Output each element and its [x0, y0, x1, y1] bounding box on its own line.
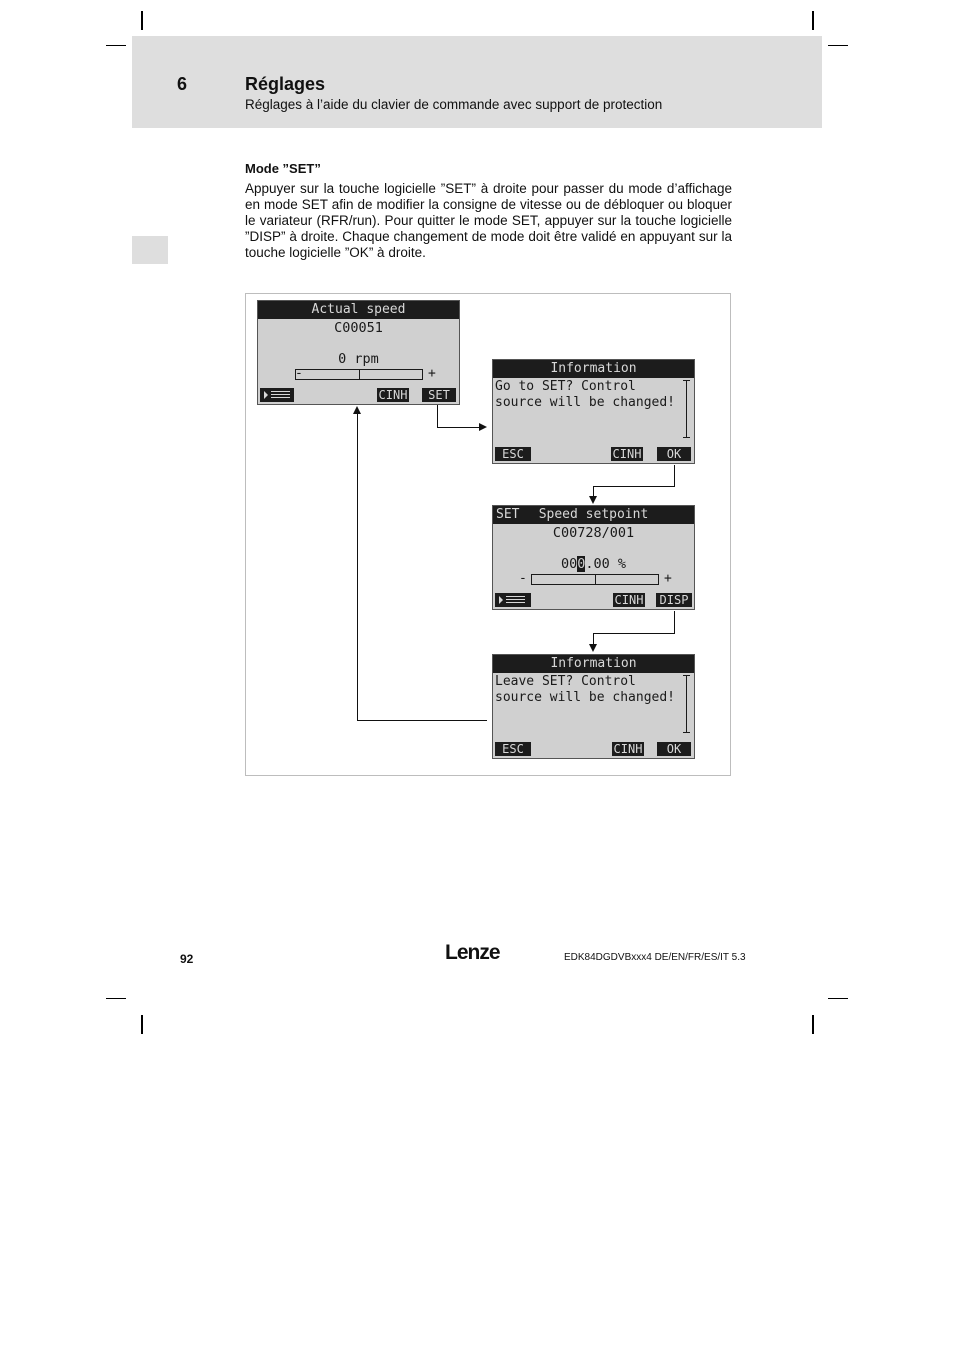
arrow-right-icon — [479, 423, 487, 431]
softkey-menu[interactable] — [495, 593, 531, 607]
brand-logo: Lenze — [445, 941, 500, 964]
section-body: Appuyer sur la touche logicielle ”SET” à droite pour passer du mode d’affichage en mode SET afin de modifier la consigne de vitesse ou de débloquer ou bloquer le variateur (RFR/run). Pour quitter le mode SET, appuyer sur la touche logicielle ”DISP” à droite. Chaque changement de mode doit être validé en appuyant sur la touche logicielle ”OK” à droite. — [245, 181, 732, 260]
setpoint-bar — [531, 574, 659, 585]
softkey-esc[interactable]: ESC — [495, 742, 531, 756]
crop-mark — [828, 45, 848, 46]
message-line-2: source will be changed! — [495, 395, 676, 410]
message-line-1: Go to SET? Control — [495, 379, 636, 394]
softkey-cinh[interactable]: CINH — [612, 447, 642, 461]
arrow-down-icon — [589, 496, 597, 504]
crop-mark — [106, 998, 126, 999]
document-code: EDK84DGDVBxxx4 DE/EN/FR/ES/IT 5.3 — [564, 952, 746, 963]
softkey-menu[interactable] — [260, 388, 294, 402]
chapter-header-band — [132, 36, 822, 128]
screen-title — [493, 506, 694, 524]
screen-info-goto-set — [492, 359, 695, 464]
edit-cursor[interactable]: 0 — [577, 556, 586, 572]
speed-bar — [295, 366, 423, 381]
connector-line — [357, 720, 487, 721]
screen-speed-setpoint — [492, 505, 695, 610]
screen-title-text: Speed setpoint — [538, 507, 649, 522]
side-tab-marker — [132, 236, 168, 264]
message-line-2: source will be changed! — [495, 690, 676, 705]
connector-line — [593, 486, 675, 487]
chapter-title: Réglages — [245, 74, 326, 94]
connector-line — [674, 611, 675, 633]
setpoint-value[interactable] — [493, 556, 694, 572]
crop-mark — [141, 11, 143, 30]
arrow-down-icon — [589, 644, 597, 652]
softkey-cinh[interactable]: CINH — [614, 593, 644, 607]
plus-sign: + — [664, 571, 672, 586]
connector-line — [593, 633, 675, 634]
message-line-1: Leave SET? Control — [495, 674, 636, 689]
softkey-set[interactable]: SET — [422, 388, 456, 402]
crop-mark — [106, 45, 126, 46]
connector-line — [593, 633, 594, 644]
softkey-ok[interactable]: OK — [657, 742, 691, 756]
connector-line — [357, 414, 358, 721]
section-title: Mode ”SET” — [245, 161, 321, 176]
menu-icon — [264, 391, 290, 399]
screen-info-leave-set — [492, 654, 695, 759]
crop-mark — [141, 1015, 143, 1034]
softkey-esc[interactable]: ESC — [495, 447, 531, 461]
parameter-code: C00728/001 — [552, 525, 635, 541]
speed-value: 0 rpm — [338, 351, 379, 367]
connector-line — [437, 427, 479, 428]
set-mode-tag: SET — [496, 507, 520, 522]
chapter-number: 6 — [177, 74, 188, 94]
screen-actual-speed — [257, 300, 460, 405]
parameter-code: C00051 — [334, 320, 383, 336]
plus-sign: + — [428, 366, 436, 381]
screen-title: Information — [493, 655, 694, 673]
chapter-subtitle: Réglages à l’aide du clavier de commande avec support de protection — [245, 97, 663, 112]
scrollbar — [686, 380, 687, 438]
screen-title: Information — [493, 360, 694, 378]
softkey-cinh[interactable]: CINH — [378, 388, 408, 402]
connector-line — [593, 486, 594, 496]
scrollbar — [686, 675, 687, 733]
connector-line — [437, 405, 438, 427]
softkey-ok[interactable]: OK — [657, 447, 691, 461]
softkey-cinh[interactable]: CINH — [613, 742, 643, 756]
setpoint-digits: 00 — [560, 556, 578, 572]
menu-icon — [499, 596, 525, 604]
setpoint-digits-rest: .00 % — [585, 556, 627, 572]
minus-sign: - — [519, 571, 527, 586]
crop-mark — [828, 998, 848, 999]
minus-sign: - — [295, 366, 303, 381]
connector-line — [674, 465, 675, 486]
softkey-disp[interactable]: DISP — [656, 593, 692, 607]
crop-mark — [812, 1015, 814, 1034]
page-number: 92 — [180, 952, 194, 966]
crop-mark — [812, 11, 814, 30]
arrow-up-icon — [353, 406, 361, 414]
screen-title: Actual speed — [258, 301, 459, 319]
